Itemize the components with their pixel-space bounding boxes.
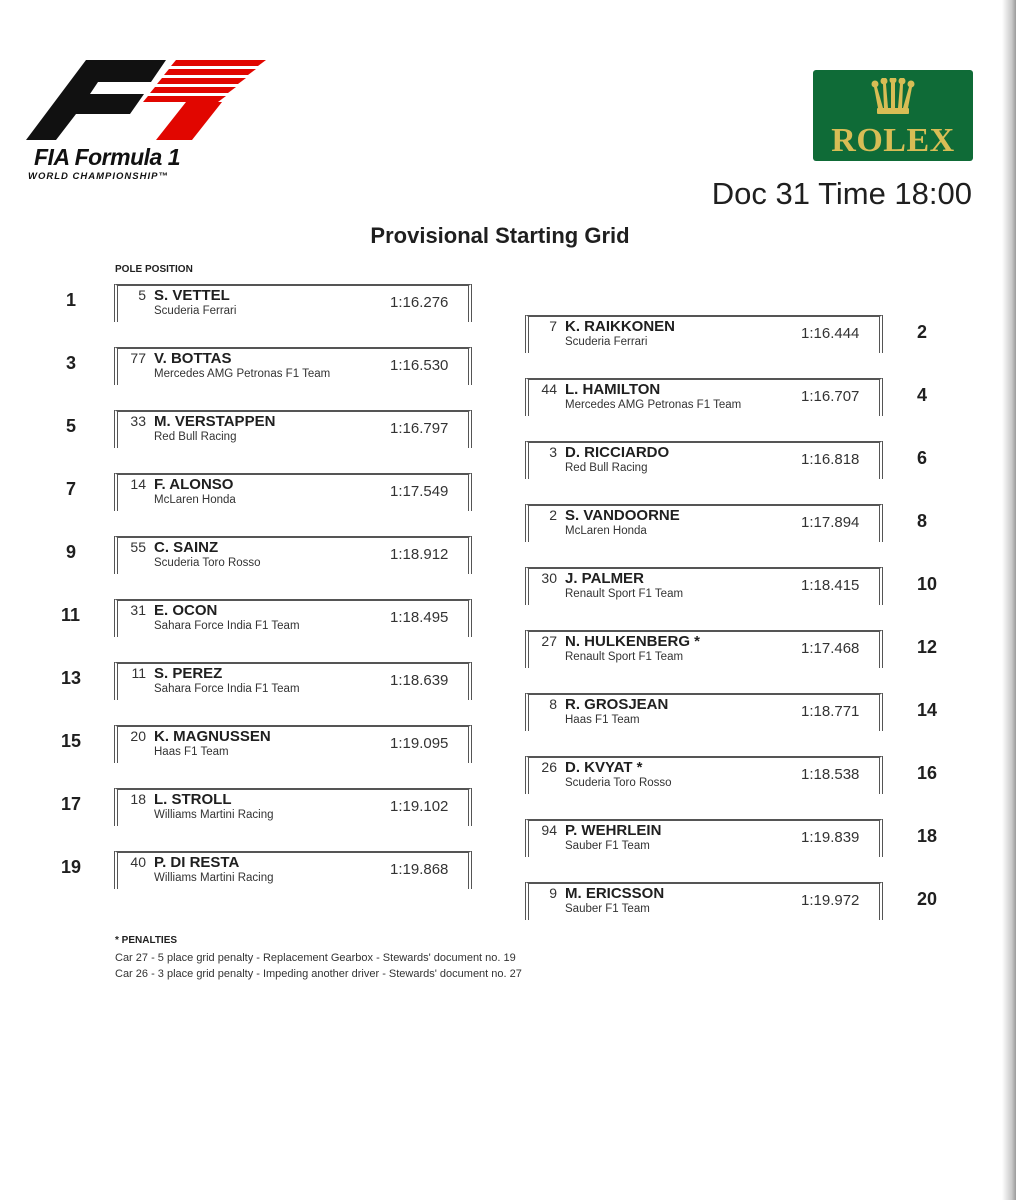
- car-number: 20: [130, 728, 146, 744]
- driver-name: P. DI RESTA: [154, 854, 240, 871]
- lap-time: 1:19.839: [801, 829, 860, 846]
- team-name: Haas F1 Team: [154, 746, 229, 758]
- team-name: Williams Martini Racing: [154, 872, 274, 884]
- car-number: 77: [130, 350, 146, 366]
- lap-time: 1:19.102: [390, 798, 449, 815]
- grid-entry: [114, 851, 474, 891]
- team-name: Haas F1 Team: [565, 714, 640, 726]
- document-datetime: Doc 31 Time 18:00: [711, 176, 972, 211]
- team-name: Williams Martini Racing: [154, 809, 274, 821]
- grid-entry: [114, 284, 474, 324]
- grid-position-8: 8: [917, 511, 928, 531]
- lap-time: 1:16.797: [390, 420, 449, 437]
- grid-entry: [114, 347, 474, 387]
- driver-name: J. PALMER: [565, 570, 644, 587]
- grid-position-10: 10: [917, 574, 938, 594]
- car-number: 18: [130, 791, 146, 807]
- lap-time: 1:17.468: [801, 640, 860, 657]
- team-name: Mercedes AMG Petronas F1 Team: [565, 399, 742, 411]
- grid-entry: [114, 662, 474, 702]
- grid-entry: [525, 504, 885, 544]
- grid-entry: [525, 315, 885, 355]
- grid-position-11: 11: [61, 605, 81, 625]
- lap-time: 1:18.912: [390, 546, 449, 563]
- grid-position-14: 14: [917, 700, 938, 720]
- car-number: 5: [138, 287, 146, 303]
- driver-name: P. WEHRLEIN: [565, 822, 662, 839]
- team-name: Sahara Force India F1 Team: [154, 683, 300, 695]
- f1-emblem-icon: [26, 52, 276, 147]
- driver-name: L. STROLL: [154, 791, 232, 808]
- lap-time: 1:16.818: [801, 451, 860, 468]
- driver-name: K. MAGNUSSEN: [154, 728, 271, 745]
- rolex-logo: [813, 70, 973, 161]
- car-number: 11: [131, 665, 146, 681]
- grid-position-4: 4: [917, 385, 928, 405]
- lap-time: 1:19.868: [390, 861, 449, 878]
- grid-position-17: 17: [61, 794, 82, 814]
- lap-time: 1:18.771: [801, 703, 860, 720]
- driver-name: S. VANDOORNE: [565, 507, 680, 524]
- page-title: Provisional Starting Grid: [370, 223, 630, 248]
- lap-time: 1:17.549: [390, 483, 449, 500]
- grid-position-16: 16: [917, 763, 938, 783]
- penalty-note: Car 27 - 5 place grid penalty - Replacement Gearbox - Stewards' document no. 19: [115, 952, 516, 964]
- driver-name: D. RICCIARDO: [565, 444, 670, 461]
- lap-time: 1:18.495: [390, 609, 449, 626]
- driver-name: K. RAIKKONEN: [565, 318, 676, 335]
- driver-name: S. VETTEL: [154, 287, 230, 304]
- team-name: McLaren Honda: [565, 525, 647, 537]
- grid-entry: [114, 788, 474, 828]
- lap-time: 1:18.538: [801, 766, 860, 783]
- grid-entry: [525, 567, 885, 607]
- grid-entry: [114, 536, 474, 576]
- lap-time: 1:19.095: [390, 735, 449, 752]
- car-number: 33: [130, 413, 146, 429]
- car-number: 31: [130, 602, 146, 618]
- driver-name: N. HULKENBERG *: [565, 633, 701, 650]
- f1-subtitle-text: WORLD CHAMPIONSHIP™: [28, 171, 169, 182]
- f1-brand-text: FIA Formula 1: [34, 144, 180, 170]
- team-name: Scuderia Ferrari: [565, 336, 648, 348]
- team-name: Renault Sport F1 Team: [565, 588, 684, 600]
- lap-time: 1:18.415: [801, 577, 860, 594]
- team-name: Sauber F1 Team: [565, 903, 650, 915]
- car-number: 27: [541, 633, 557, 649]
- team-name: Scuderia Ferrari: [154, 305, 237, 317]
- lap-time: 1:17.894: [801, 514, 860, 531]
- grid-entry: [525, 819, 885, 859]
- grid-position-15: 15: [61, 731, 82, 751]
- driver-name: S. PEREZ: [154, 665, 223, 682]
- driver-name: E. OCON: [154, 602, 218, 619]
- driver-name: M. ERICSSON: [565, 885, 665, 902]
- car-number: 30: [541, 570, 557, 586]
- lap-time: 1:16.444: [801, 325, 860, 342]
- car-number: 55: [130, 539, 146, 555]
- grid-entry: [525, 630, 885, 670]
- pole-position-label: POLE POSITION: [115, 264, 193, 275]
- driver-name: F. ALONSO: [154, 476, 234, 493]
- team-name: Mercedes AMG Petronas F1 Team: [154, 368, 331, 380]
- lap-time: 1:16.530: [390, 357, 449, 374]
- grid-position-2: 2: [917, 322, 928, 342]
- grid-entry: [525, 756, 885, 796]
- page-edge-shadow: [1002, 0, 1016, 1200]
- grid-entry: [114, 725, 474, 765]
- grid-position-19: 19: [61, 857, 82, 877]
- team-name: McLaren Honda: [154, 494, 236, 506]
- car-number: 14: [130, 476, 146, 492]
- grid-position-3: 3: [66, 353, 77, 373]
- grid-position-13: 13: [61, 668, 82, 688]
- driver-name: M. VERSTAPPEN: [154, 413, 276, 430]
- car-number: 44: [541, 381, 557, 397]
- car-number: 3: [549, 444, 557, 460]
- team-name: Sahara Force India F1 Team: [154, 620, 300, 632]
- car-number: 9: [549, 885, 557, 901]
- lap-time: 1:16.707: [801, 388, 860, 405]
- driver-name: R. GROSJEAN: [565, 696, 669, 713]
- f1-logo: [26, 52, 276, 187]
- team-name: Red Bull Racing: [565, 462, 648, 474]
- lap-time: 1:19.972: [801, 892, 860, 909]
- driver-name: D. KVYAT *: [565, 759, 643, 776]
- grid-entry: [114, 410, 474, 450]
- car-number: 94: [541, 822, 557, 838]
- team-name: Sauber F1 Team: [565, 840, 650, 852]
- rolex-wordmark: ROLEX: [831, 122, 955, 159]
- team-name: Scuderia Toro Rosso: [565, 777, 672, 789]
- grid-position-9: 9: [66, 542, 77, 562]
- driver-name: C. SAINZ: [154, 539, 219, 556]
- grid-position-12: 12: [917, 637, 938, 657]
- team-name: Red Bull Racing: [154, 431, 237, 443]
- grid-position-18: 18: [917, 826, 938, 846]
- team-name: Scuderia Toro Rosso: [154, 557, 261, 569]
- driver-name: L. HAMILTON: [565, 381, 661, 398]
- grid-position-5: 5: [66, 416, 77, 436]
- grid-position-6: 6: [917, 448, 928, 468]
- driver-name: V. BOTTAS: [154, 350, 232, 367]
- lap-time: 1:16.276: [390, 294, 449, 311]
- penalty-note: Car 26 - 3 place grid penalty - Impeding another driver - Stewards' document no. 27: [115, 968, 522, 980]
- car-number: 2: [549, 507, 557, 523]
- grid-position-7: 7: [66, 479, 77, 499]
- grid-position-1: 1: [66, 290, 77, 310]
- grid-entry: [525, 882, 885, 922]
- car-number: 40: [130, 854, 146, 870]
- grid-entry: [525, 441, 885, 481]
- grid-entry: [525, 693, 885, 733]
- car-number: 7: [549, 318, 557, 334]
- car-number: 26: [541, 759, 557, 775]
- penalties-heading: * PENALTIES: [115, 935, 178, 946]
- grid-entry: [114, 473, 474, 513]
- crown-icon: [871, 78, 915, 120]
- grid-position-20: 20: [917, 889, 938, 909]
- grid-entry: [525, 378, 885, 418]
- lap-time: 1:18.639: [390, 672, 449, 689]
- grid-entry: [114, 599, 474, 639]
- team-name: Renault Sport F1 Team: [565, 651, 684, 663]
- car-number: 8: [549, 696, 557, 712]
